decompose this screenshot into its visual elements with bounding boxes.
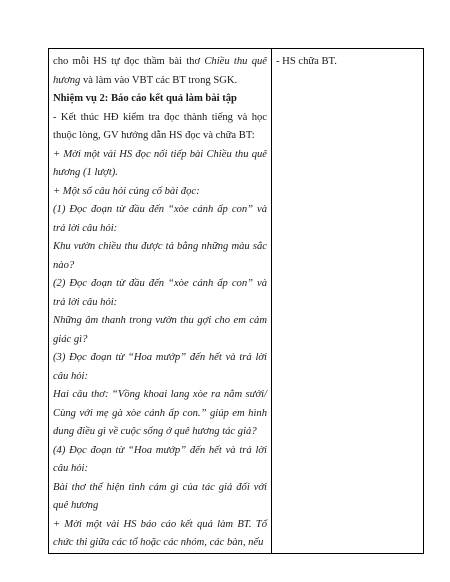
teacher-activities-cell [49, 49, 272, 554]
student-activities-cell [272, 49, 424, 554]
intro-prefix: cho mỗi HS tự đọc thầm bài thơ [53, 56, 205, 67]
student-action: - HS chữa BT. [276, 56, 337, 67]
question-1-text: Khu vườn chiều thu được tả bằng những màu sắc nào? [53, 241, 267, 271]
question-4-text: Bài thơ thể hiện tình cảm gì của tác giả đối với quê hương [53, 481, 267, 511]
table-row [49, 49, 424, 554]
report-instruction: + Mời một vài HS báo cáo kết quả làm BT. Tổ chức thi giữa các tổ hoặc các nhóm, các bàn, nếu [53, 518, 267, 548]
task-intro: - Kết thúc HĐ kiểm tra đọc thành tiếng và học thuộc lòng, GV hướng dẫn HS đọc và chữa BT: [53, 111, 267, 141]
task-heading: Nhiệm vụ 2: Báo cáo kết quả làm bài tập [53, 93, 237, 104]
question-2-prompt: (2) Đọc đoạn từ đầu đến “xòe cánh ấp con” và trả lời câu hỏi: [53, 278, 267, 308]
intro-paragraph [53, 53, 267, 90]
lesson-plan-table [48, 48, 424, 554]
question-3-text: Hai câu thơ: “Vồng khoai lang xòe ra nằm sưởi/ Cùng với mẹ gà xòe cánh ấp con.” giúp em hình dung điều gì về cuộc sống ở quê hương tác giả? [53, 389, 267, 437]
question-3-prompt: (3) Đọc đoạn từ “Hoa mướp” đến hết và trả lời câu hỏi: [53, 352, 267, 382]
question-2-text: Những âm thanh trong vườn thu gợi cho em cảm giác gì? [53, 315, 267, 345]
questions-intro: + Một số câu hỏi củng cố bài đọc: [53, 185, 200, 197]
intro-suffix: và làm vào VBT các BT trong SGK. [80, 74, 238, 86]
read-aloud-instruction: + Mời một vài HS đọc nối tiếp bài Chiều thu quê hương (1 lượt). [53, 148, 267, 178]
intro-poem-title: Chiều thu quê hương [53, 56, 267, 86]
question-1-prompt: (1) Đọc đoạn từ đầu đến “xòe cánh ấp con” và trả lời câu hỏi: [53, 204, 267, 234]
question-4-prompt: (4) Đọc đoạn từ “Hoa mướp” đến hết và trả lời câu hỏi: [53, 444, 267, 474]
